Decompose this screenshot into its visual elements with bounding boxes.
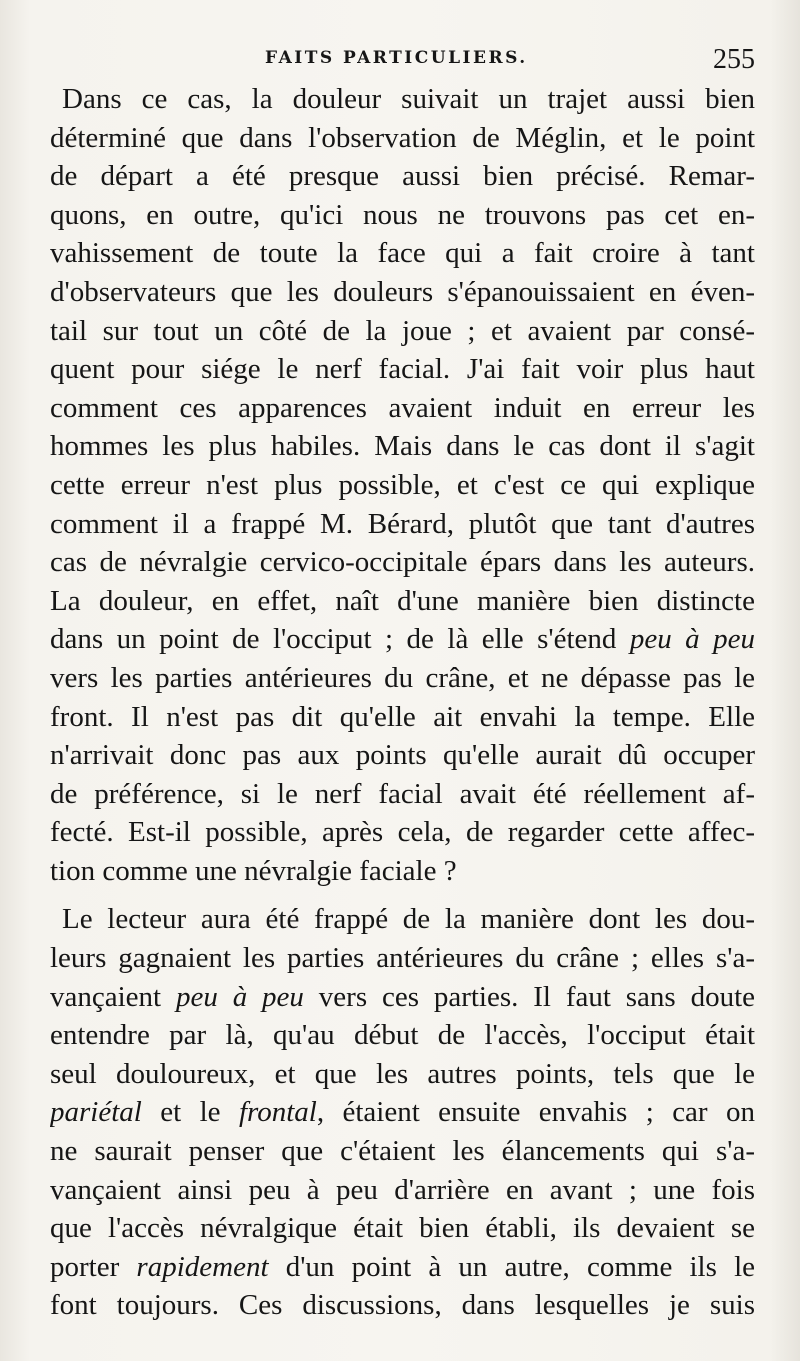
- text-line: tail sur tout un côté de la joue ; et avaient par consé-: [50, 314, 755, 347]
- text-line: Le lecteur aura été frappé de la manière dont les dou-: [62, 903, 755, 936]
- text-line: n'arrivait donc pas aux points qu'elle aurait dû occuper: [50, 739, 755, 772]
- text-segment: dans un point de l'occiput ; de là elle s'étend: [50, 623, 630, 656]
- text-line: tion comme une névralgie faciale ?: [50, 854, 457, 887]
- text-line: [50, 620, 755, 659]
- text-segment: vers ces parties. Il faut sans doute: [303, 980, 755, 1013]
- text-line: entendre par là, qu'au début de l'accès, l'occiput était: [50, 1019, 755, 1052]
- text-line: hommes les plus habiles. Mais dans le cas dont il s'agit: [50, 430, 755, 463]
- text-line: leurs gagnaient les parties antérieures du crâne ; elles s'a-: [50, 942, 755, 975]
- text-line: font toujours. Ces discussions, dans lesquelles je suis: [50, 1289, 755, 1322]
- text-line: cette erreur n'est plus possible, et c'est ce qui explique: [50, 468, 755, 501]
- body-text: [50, 80, 755, 1325]
- running-title: FAITS PARTICULIERS.: [265, 48, 528, 68]
- text-line: vahissement de toute la face qui a fait croire à tant: [50, 237, 755, 270]
- text-line: que l'accès névralgique était bien établi, ils devaient se: [50, 1212, 755, 1245]
- text-line: déterminé que dans l'observation de Méglin, et le point: [50, 121, 755, 154]
- italic-text: rapidement: [136, 1250, 269, 1283]
- italic-text: peu à peu: [175, 980, 304, 1013]
- text-line: Dans ce cas, la douleur suivait un trajet aussi bien: [62, 83, 755, 115]
- text-segment: porter: [50, 1250, 137, 1283]
- italic-text: pariétal: [50, 1096, 142, 1129]
- text-line: fecté. Est-il possible, après cela, de regarder cette affec-: [50, 816, 755, 849]
- page-header: [50, 44, 755, 80]
- text-segment: d'un point à un autre, comme ils le: [268, 1250, 755, 1283]
- page-number: 255: [713, 44, 755, 75]
- text-line: quent pour siége le nerf facial. J'ai fait voir plus haut: [50, 353, 755, 386]
- text-line: ne saurait penser que c'étaient les élancements qui s'a-: [50, 1135, 755, 1168]
- text-line: [50, 978, 755, 1017]
- text-line: de départ a été presque aussi bien précisé. Remar-: [50, 160, 755, 193]
- text-line: d'observateurs que les douleurs s'épanouissaient en éven-: [50, 275, 755, 308]
- paragraph-gap: [50, 890, 755, 900]
- text-segment: vançaient: [50, 980, 176, 1013]
- text-line: comment ces apparences avaient induit en erreur les: [50, 391, 755, 424]
- text-line: [50, 1248, 755, 1287]
- text-line: vers les parties antérieures du crâne, et ne dépasse pas le: [50, 661, 755, 694]
- text-line: de préférence, si le nerf facial avait été réellement af-: [50, 777, 755, 810]
- text-line: cas de névralgie cervico-occipitale épars dans les auteurs.: [50, 546, 755, 579]
- italic-text: frontal: [238, 1096, 317, 1129]
- text-line: [50, 1093, 755, 1132]
- text-line: vançaient ainsi peu à peu d'arrière en avant ; une fois: [50, 1173, 755, 1206]
- text-line: seul douloureux, et que les autres points, tels que le: [50, 1057, 755, 1090]
- text-line: comment il a frappé M. Bérard, plutôt que tant d'autres: [50, 507, 755, 540]
- italic-text: peu à peu: [629, 623, 755, 656]
- text-segment: , étaient ensuite envahis ; car on: [316, 1096, 755, 1129]
- text-line: La douleur, en effet, naît d'une manière bien distincte: [50, 584, 755, 617]
- text-segment: et le: [141, 1096, 239, 1129]
- text-line: front. Il n'est pas dit qu'elle ait envahi la tempe. Elle: [50, 700, 755, 733]
- text-line: quons, en outre, qu'ici nous ne trouvons pas cet en-: [50, 198, 755, 231]
